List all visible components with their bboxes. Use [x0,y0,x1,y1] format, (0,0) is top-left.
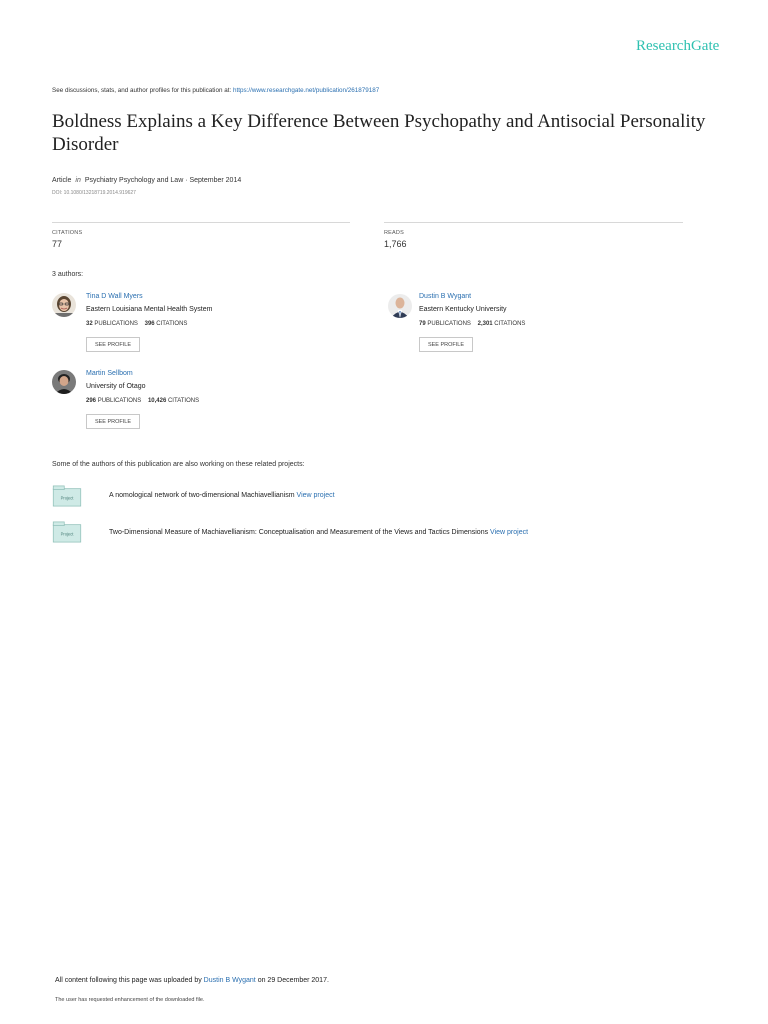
citations-count: 2,301 [477,321,493,327]
upload-suffix: on 29 December 2017. [257,977,329,984]
author-affiliation: Eastern Kentucky University [419,306,507,313]
citations-value: 77 [52,239,63,249]
view-project-link[interactable]: View project [490,529,529,536]
publication-type: Article [52,177,72,184]
project-title: Two-Dimensional Measure of Machiavellianism: Conceptualisation and Measurement of the Views and Tactics Dimensions [109,529,489,536]
author-avatar[interactable] [52,293,76,317]
publication-url-link[interactable]: https://www.researchgate.net/publication/261879187 [232,87,380,94]
author-stats [86,398,199,404]
project-icon-label: Project [60,531,74,537]
upload-note [55,977,329,984]
author-name-link[interactable]: Martin Sellbom [86,370,133,377]
author-affiliation: University of Otago [86,383,146,390]
project-folder-icon [52,521,82,543]
project-icon[interactable] [52,485,82,512]
publications-label: PUBLICATIONS [427,321,471,327]
view-project-link[interactable]: View project [296,492,335,499]
publication-title: Boldness Explains a Key Difference Between Psychopathy and Antisocial Personality Disorder [52,111,706,155]
authors-heading: 3 authors: [52,271,84,278]
publications-count: 296 [86,398,97,404]
project-icon[interactable] [52,521,82,548]
reads-value: 1,766 [384,239,407,249]
project-icon-label: Project [60,495,74,501]
see-discussions-line [52,87,379,94]
publication-meta [52,177,241,184]
citations-label: CITATIONS [494,321,526,327]
author-affiliation: Eastern Louisiana Mental Health System [86,306,213,313]
publications-count: 32 [86,321,93,327]
reads-divider [384,222,683,223]
project-item [109,492,335,499]
in-word: in [75,177,81,184]
enhancement-note: The user has requested enhancement of the downloaded file. [55,997,205,1003]
project-title: A nomological network of two-dimensional Machiavellianism [109,492,295,499]
citations-count: 10,426 [147,398,167,404]
author-photo-icon [52,293,76,317]
see-discussions-text: See discussions, stats, and author profiles for this publication at: [52,87,232,94]
citations-label: CITATIONS [156,321,188,327]
author-name-link[interactable]: Tina D Wall Myers [86,293,143,300]
see-profile-button[interactable]: SEE PROFILE [86,414,140,429]
citations-divider [52,222,350,223]
project-folder-icon [52,485,82,507]
see-profile-button[interactable]: SEE PROFILE [86,337,140,352]
uploader-link[interactable]: Dustin B Wygant [203,977,256,984]
reads-label: READS [384,230,404,236]
researchgate-logo[interactable]: ResearchGate [636,38,720,54]
publications-count: 79 [419,321,426,327]
related-projects-heading: Some of the authors of this publication are also working on these related projects: [52,461,305,468]
project-item [109,529,528,536]
publications-label: PUBLICATIONS [97,398,142,404]
citations-label: CITATIONS [167,398,200,404]
author-stats [419,321,525,327]
journal-name: Psychiatry Psychology and Law · September 2014 [84,177,242,184]
author-stats [86,321,187,327]
author-photo-icon [388,294,412,318]
author-photo-icon [52,370,76,394]
publications-label: PUBLICATIONS [94,321,138,327]
see-profile-button[interactable]: SEE PROFILE [419,337,473,352]
doi-text: DOI: 10.1080/13218719.2014.919627 [52,190,136,196]
citations-count: 396 [144,321,155,327]
author-avatar[interactable] [52,370,76,394]
citations-label: CITATIONS [52,230,83,236]
author-name-link[interactable]: Dustin B Wygant [419,293,472,300]
upload-prefix: All content following this page was uploaded by [55,977,202,984]
author-avatar[interactable] [388,294,412,318]
